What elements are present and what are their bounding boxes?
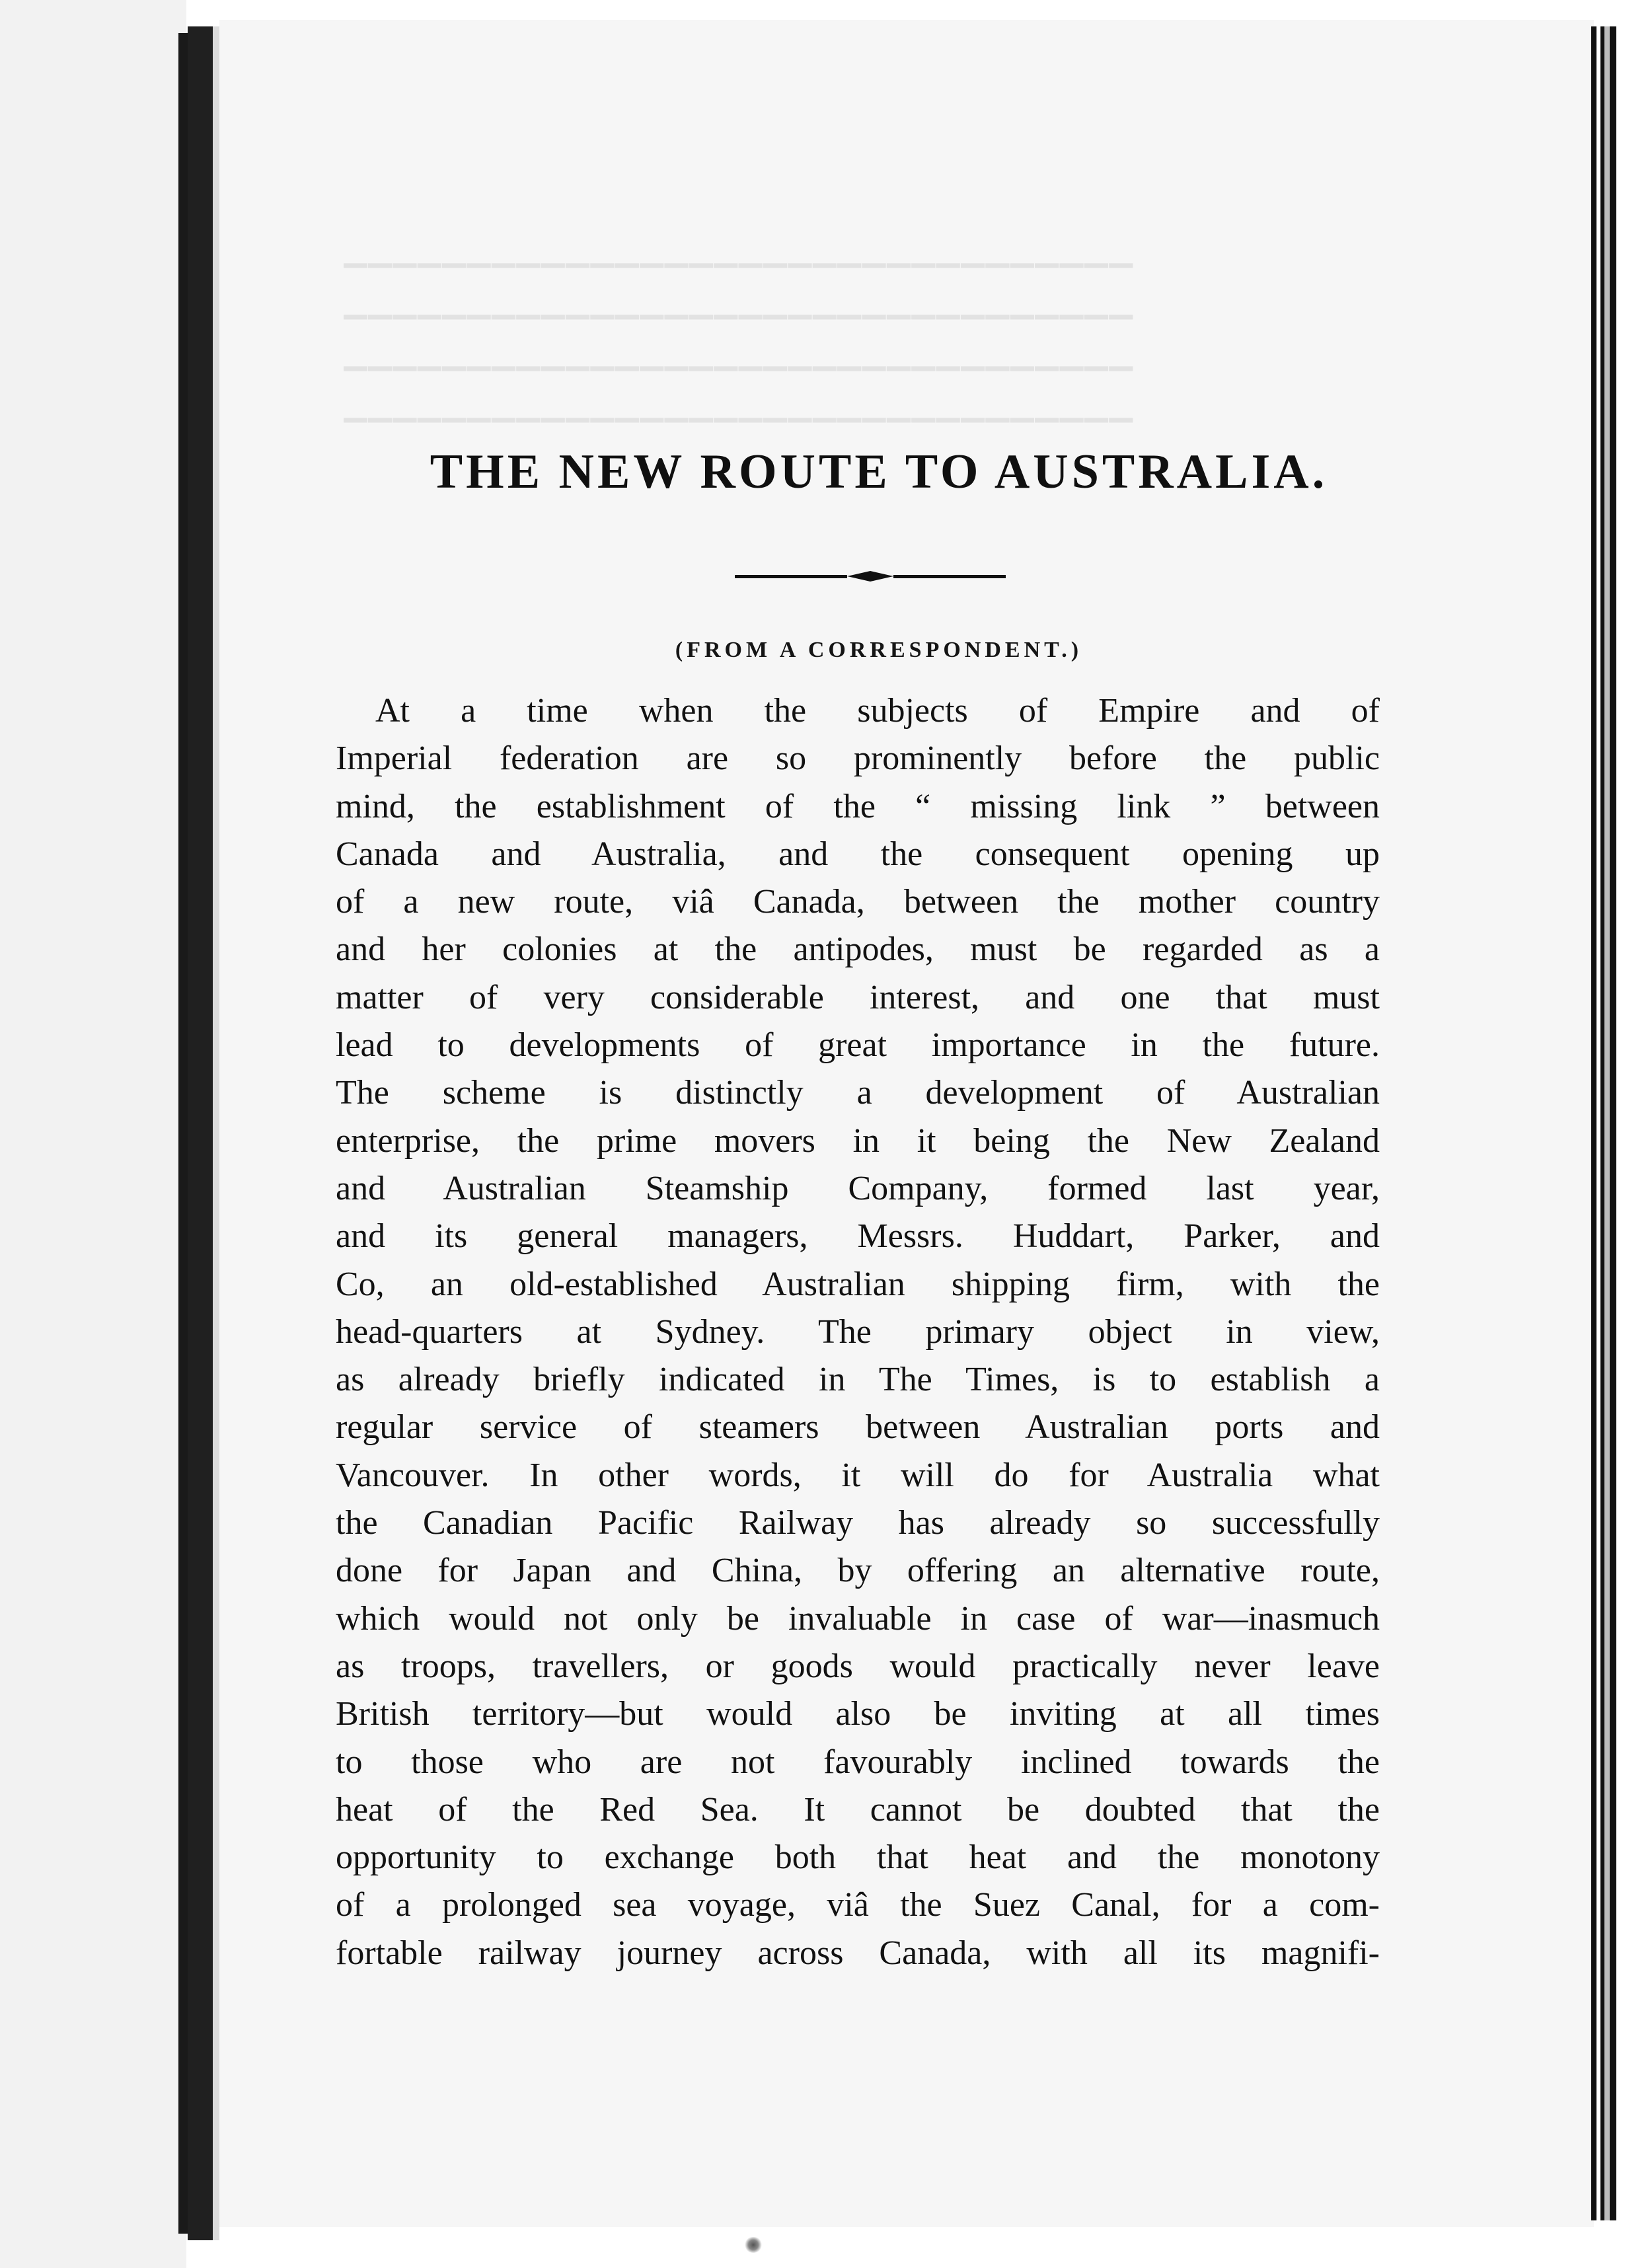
text-line: of a new route, viâ Canada, between the mother country	[336, 883, 1380, 921]
text-line: the Canadian Pacific Railway has already so successfully	[336, 1504, 1380, 1542]
page-stack-edge	[1610, 26, 1616, 2220]
text-line: to those who are not favourably inclined towards the	[336, 1743, 1380, 1781]
text-line: and its general managers, Messrs. Huddart, Parker, and	[336, 1217, 1380, 1256]
ink-smudge	[744, 2237, 763, 2253]
text-line: which would not only be invaluable in case of war—inasmuch	[336, 1599, 1380, 1638]
text-line: fortable railway journey across Canada, with all its magnifi-	[336, 1934, 1380, 1972]
facing-page-left	[0, 0, 186, 2268]
page-stack-edge	[1591, 26, 1596, 2220]
text-line: British territory—but would also be inviting at all times	[336, 1695, 1380, 1733]
ornament-rule	[735, 570, 1006, 583]
text-line: opportunity to exchange both that heat and the monotony	[336, 1838, 1380, 1877]
text-line: heat of the Red Sea. It cannot be doubted that the	[336, 1790, 1380, 1829]
article-title: THE NEW ROUTE TO AUSTRALIA.	[430, 445, 1328, 499]
text-line: regular service of steamers between Australian ports and	[336, 1408, 1380, 1447]
text-line: of a prolonged sea voyage, viâ the Suez Canal, for a com-	[336, 1886, 1380, 1924]
text-line: mind, the establishment of the “ missing link ” between	[336, 787, 1380, 825]
page-edge-left	[178, 33, 188, 2234]
text-line: as already briefly indicated in The Times, is to establish a	[336, 1361, 1380, 1399]
text-line: Vancouver. In other words, it will do for Australia what	[336, 1456, 1380, 1494]
article-body	[336, 687, 1380, 1977]
text-line: Co, an old-established Australian shipping firm, with the	[336, 1265, 1380, 1303]
text-line: and Australian Steamship Company, formed last year,	[336, 1169, 1380, 1207]
text-line: enterprise, the prime movers in it being the New Zealand	[336, 1121, 1380, 1160]
text-line: as troops, travellers, or goods would practically never leave	[336, 1647, 1380, 1685]
bleed-through-texture: ▁▁▁▁▁▁▁▁▁▁▁▁▁▁▁▁▁▁▁▁▁▁▁▁▁▁▁▁▁▁▁▁ ▁▁▁▁▁▁▁▁▁▁▁▁▁▁▁▁▁▁▁▁▁▁▁▁▁▁▁▁▁▁▁▁ ▁▁▁▁▁▁▁▁▁▁▁▁▁▁▁▁▁▁▁▁▁▁▁▁▁▁▁▁▁▁▁▁ ▁▁▁▁▁▁▁▁▁▁▁▁▁▁▁▁▁▁▁▁▁▁▁▁▁▁▁▁▁▁▁▁	[344, 233, 1135, 422]
text-line: done for Japan and China, by offering an alternative route,	[336, 1552, 1380, 1590]
text-line: Canada and Australia, and the consequent opening up	[336, 835, 1380, 873]
text-line: head-quarters at Sydney. The primary object in view,	[336, 1312, 1380, 1351]
text-line: matter of very considerable interest, and one that must	[336, 978, 1380, 1016]
page-stack-edge	[1604, 26, 1610, 2220]
text-line: lead to developments of great importance in the future.	[336, 1026, 1380, 1065]
text-line: Imperial federation are so prominently before the public	[336, 739, 1380, 778]
gutter	[213, 26, 219, 2240]
text-line: At a time when the subjects of Empire and of	[375, 692, 1380, 730]
page-stack-edge	[1600, 26, 1604, 2220]
article-byline: (FROM A CORRESPONDENT.)	[675, 638, 1083, 662]
text-line: and her colonies at the antipodes, must be regarded as a	[336, 930, 1380, 969]
text-line: The scheme is distinctly a development of Australian	[336, 1074, 1380, 1112]
